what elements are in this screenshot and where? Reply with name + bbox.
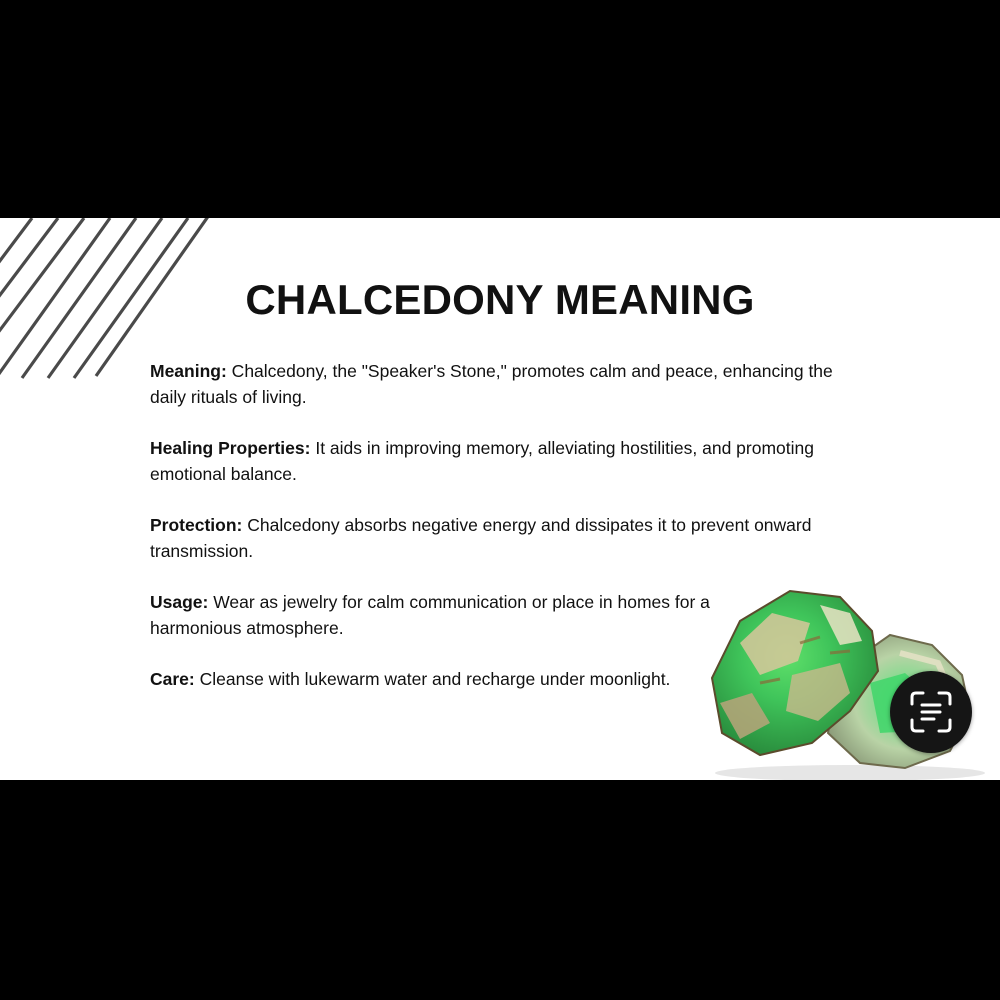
protection-label: Protection: [150, 515, 243, 535]
care-label: Care: [150, 669, 195, 689]
protection-text: Chalcedony absorbs negative energy and dissipates it to prevent onward transmission. [150, 515, 812, 561]
healing-text: It aids in improving memory, alleviating hostilities, and promoting emotional balance. [150, 438, 814, 484]
meaning-text: Chalcedony, the "Speaker's Stone," promotes calm and peace, enhancing the daily rituals of living. [150, 361, 833, 407]
letterbox-bottom [0, 780, 1000, 1000]
usage-label: Usage: [150, 592, 209, 612]
meaning-paragraph [150, 358, 870, 410]
slide-card [0, 218, 1000, 780]
letterbox-top [0, 0, 1000, 218]
text-scan-icon [908, 689, 954, 735]
usage-text: Wear as jewelry for calm communication or place in homes for a harmonious atmosphere. [150, 592, 710, 638]
page-title: CHALCEDONY MEANING [245, 276, 755, 323]
care-text: Cleanse with lukewarm water and recharge under moonlight. [194, 669, 671, 689]
protection-paragraph [150, 512, 870, 564]
scan-text-button[interactable] [890, 671, 972, 753]
healing-paragraph [150, 435, 870, 487]
usage-paragraph [150, 589, 760, 641]
meaning-label: Meaning: [150, 361, 227, 381]
healing-label: Healing Properties: [150, 438, 311, 458]
